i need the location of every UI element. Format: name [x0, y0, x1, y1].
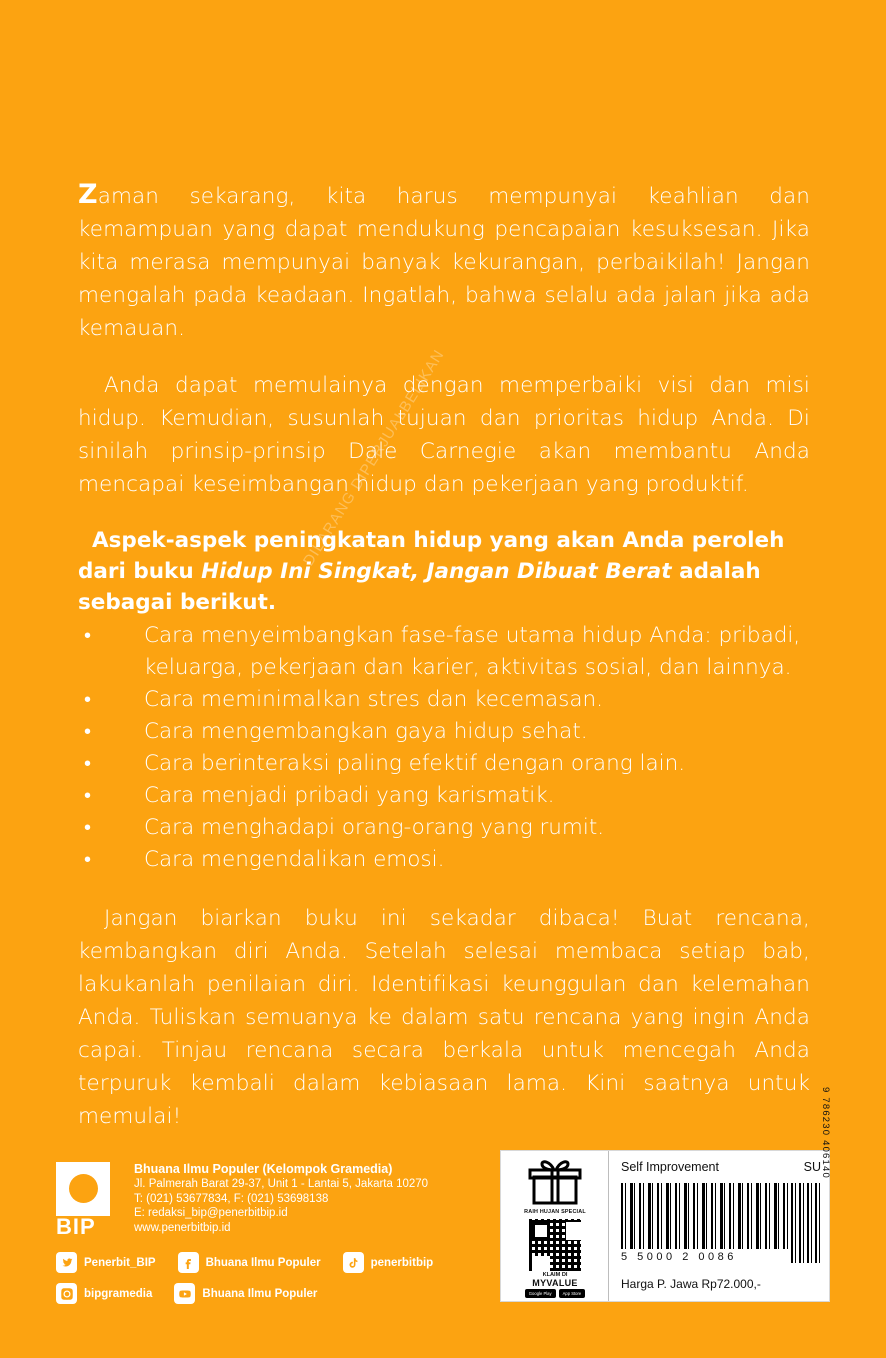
barcode-addon [791, 1183, 821, 1263]
twitter-icon [56, 1252, 77, 1273]
social-label: Bhuana Ilmu Populer [205, 1256, 321, 1269]
social-facebook[interactable] [178, 1252, 321, 1273]
isbn-area [611, 1087, 831, 1301]
barcode-main [621, 1183, 789, 1249]
cover-blurb [78, 180, 810, 1157]
bip-logo [56, 1162, 118, 1240]
qr-code[interactable] [527, 1217, 583, 1273]
social-links [56, 1252, 476, 1314]
benefits-lead [78, 525, 810, 618]
category-label: Self Improvement [621, 1160, 719, 1174]
publisher-website: www.penerbitbip.id [134, 1221, 231, 1234]
cover-footer [0, 1087, 886, 1330]
store-badges [501, 1289, 609, 1298]
paragraph-3: Jangan biarkan buku ini sekadar dibaca! Buat rencana, kembangkan diri Anda. Setelah selesai membaca setiap bab, lakukanlah penilaian diri. Identifikasi keunggulan dan kelemahan Anda. Tuliskan semuanya ke dalam satu rencana yang ingin Anda capai. Tinjau rencana secara berkala untuk mencegah Anda terpuruk kembali dalam kebiasaan lama. Kini saatnya untuk memulai! [78, 906, 810, 1129]
list-item: • Cara berinteraksi paling efektif dengan orang lain. [78, 748, 810, 780]
publisher-name: Bhuana Ilmu Populer (Kelompok Gramedia) [134, 1162, 393, 1176]
price-label: Harga P. Jawa Rp72.000,- [621, 1277, 761, 1291]
promo-caption: RAIH HUJAN SPECIAL [524, 1209, 586, 1215]
category-row [621, 1160, 821, 1174]
book-title: Hidup Ini Singkat, Jangan Dibuat Berat [201, 559, 672, 584]
category-code: SU [803, 1160, 821, 1174]
logo-dot [69, 1174, 98, 1203]
publisher-phone: T: (021) 53677834, F: (021) 53698138 [134, 1192, 329, 1205]
logo-text: BIP [56, 1214, 96, 1239]
social-twitter[interactable] [56, 1252, 156, 1273]
list-item: • Cara menyeimbangkan fase-fase utama hidup Anda: pribadi, keluarga, pekerjaan dan karier, aktivitas sosial, dan lainnya. [78, 620, 810, 684]
list-item: • Cara menjadi pribadi yang karismatik. [78, 780, 810, 812]
paragraph-1 [78, 180, 810, 345]
watermark-text: DILARANG DIPERJUALBELIKAN [300, 346, 448, 570]
list-item: • Cara meminimalkan stres dan kecemasan. [78, 684, 810, 716]
publisher-info [134, 1162, 474, 1235]
barcode-digits: 5 5000 2 0086 [621, 1251, 737, 1263]
publisher-email: E: redaksi_bip@penerbitbip.id [134, 1207, 288, 1219]
drop-cap: Z [78, 179, 98, 210]
isbn-number: 9 786230 406140 [820, 1087, 831, 1179]
social-tiktok[interactable] [343, 1252, 434, 1273]
social-label: bipgramedia [84, 1287, 153, 1300]
social-label: Bhuana Ilmu Populer [202, 1287, 318, 1300]
app-store-badge[interactable]: App Store [559, 1289, 586, 1298]
benefits-list [78, 620, 810, 876]
social-label: penerbitbip [370, 1256, 434, 1269]
promo-brand: MYVALUE [532, 1278, 578, 1288]
promo-claim [501, 1271, 609, 1287]
benefits-lead-part-1: Aspek-aspek peningkatan hidup yang akan Anda peroleh dari buku [78, 528, 785, 584]
facebook-icon [178, 1252, 199, 1273]
list-item: • Cara mengembangkan gaya hidup sehat. [78, 716, 810, 748]
tiktok-icon [343, 1252, 364, 1273]
social-row-2 [56, 1283, 476, 1304]
paragraph-2: Anda dapat memulainya dengan memperbaiki visi dan misi hidup. Kemudian, susunlah tujuan dan prioritas hidup Anda. Di sinilah prinsip-prinsip Dale Carnegie akan membantu Anda mencapai keseimbangan hidup dan pekerjaan yang produktif. [78, 373, 810, 497]
social-row-1 [56, 1252, 476, 1273]
list-item: • Cara menghadapi orang-orang yang rumit. [78, 812, 810, 844]
paragraph-1-text: aman sekarang, kita harus mempunyai keahlian dan kemampuan yang dapat mendukung pencapaian kesuksesan. Jika kita merasa mempunyai banyak kekurangan, perbaikilah! Jangan mengalah pada keadaan. Ingatlah, bahwa selalu ada jalan jika ada kemauan. [78, 184, 810, 341]
barcode-panel [500, 1087, 831, 1302]
promo-claim-label: KLAIM DI [542, 1272, 568, 1278]
youtube-icon [174, 1283, 195, 1304]
publisher-address: Jl. Palmerah Barat 29-37, Unit 1 - Lantai 5, Jakarta 10270 [134, 1178, 429, 1190]
social-instagram[interactable] [56, 1283, 152, 1304]
gift-icon [526, 1159, 584, 1212]
social-label: Penerbit_BIP [84, 1256, 156, 1269]
google-play-badge[interactable]: Google Play [525, 1289, 556, 1298]
benefits-lead-part-2: adalah sebagai berikut. [78, 559, 761, 615]
list-item: • Cara mengendalikan emosi. [78, 844, 810, 876]
social-youtube[interactable] [174, 1283, 317, 1304]
instagram-icon [56, 1283, 77, 1304]
promo-box [501, 1151, 609, 1301]
